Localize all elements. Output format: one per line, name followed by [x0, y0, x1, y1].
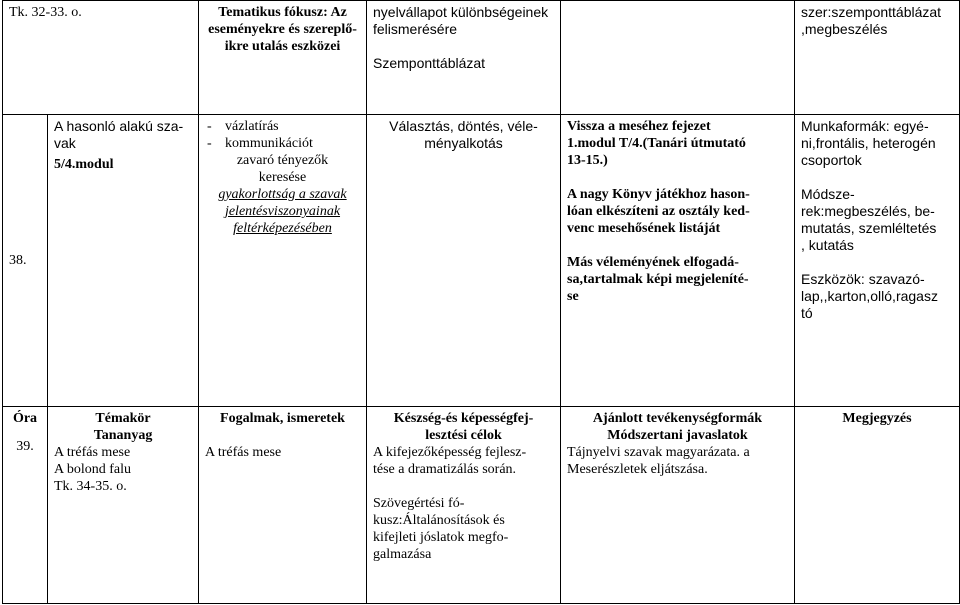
skill-line: galmazása [373, 547, 432, 562]
activity-line: se [567, 289, 579, 304]
topic-line: A tréfás mese [54, 445, 131, 460]
concepts-list [205, 118, 360, 152]
concept-line: zavaró tényezők [236, 153, 329, 168]
activity-line: 1.modul T/4.(Tanári útmutató [567, 136, 746, 151]
header-tananyag: Tananyag [93, 428, 153, 443]
thematic-focus-line: ikre utalás eszközei [224, 39, 341, 54]
cell-empty [561, 1, 795, 115]
activity-line: Meserészletek eljátszása. [567, 462, 708, 477]
cell-concepts [199, 115, 367, 407]
skill-line: ményalkotás [424, 135, 503, 151]
skill-line: kifejleti jóslatok megfo- [373, 530, 509, 545]
cell-thematic-focus [199, 1, 367, 115]
activity-line: Más véleményének elfogadá- [567, 255, 739, 270]
note-line: rek:megbeszélés, be- [801, 203, 935, 219]
header-ajanlott: Ajánlott tevékenységformák [592, 411, 763, 426]
lesson-number: 39. [16, 439, 34, 454]
list-item: - kommunikációt [205, 135, 360, 152]
header-ora: Óra [12, 411, 38, 426]
cell-notes [795, 115, 960, 407]
header-keszseg: lesztési célok [425, 428, 502, 443]
cell-skills [367, 115, 561, 407]
activity-line: Tájnyelvi szavak magyarázata. a [567, 445, 750, 460]
note-line: Módsze- [801, 186, 855, 202]
activity-line: lóan elkészíteni az osztály ked- [567, 204, 750, 219]
skill-line: Szövegértési fó- [373, 496, 465, 511]
list-item: - vázlatírás [205, 118, 360, 135]
cell-topic-39 [48, 407, 199, 604]
topic-line: vak [54, 135, 76, 151]
note-line: Munkaformák: egyé- [801, 118, 929, 134]
skill-line: nyelvállapot különbségeinek [373, 4, 549, 20]
table-row [3, 1, 960, 115]
cell-skill-recognition [367, 1, 561, 115]
header-keszseg: Készség-és képességfej- [393, 411, 534, 426]
tk-reference-text: Tk. 32-33. o. [9, 5, 82, 20]
thematic-focus-line: Tematikus fókusz: Az [218, 5, 347, 20]
activity-line: venc mesehősének listáját [567, 221, 721, 236]
cell-tk-reference [3, 1, 199, 115]
activity-line: Vissza a meséhez fejezet [567, 119, 711, 134]
activity-line: sa,tartalmak képi megjeleníté- [567, 272, 749, 287]
header-modszertani: Módszertani javaslatok [607, 428, 748, 443]
concept-line: feltérképezésében [233, 221, 332, 236]
note-line: Eszközök: szavazó- [801, 271, 925, 287]
cell-notes-39 [795, 407, 960, 604]
note-line: ni,frontális, heterogén [801, 135, 936, 151]
cell-lesson-39 [3, 407, 48, 604]
note-line: lap,,karton,olló,ragasz [801, 288, 938, 304]
thematic-focus-line: eseményekre és szereplő- [208, 22, 357, 37]
cell-activities [561, 115, 795, 407]
note-line: csoportok [801, 152, 862, 168]
skill-line: tése a dramatizálás során. [373, 462, 517, 477]
concept-line: keresése [258, 170, 307, 185]
note-line: , kutatás [801, 237, 854, 253]
concept-line: jelentésviszonyainak [224, 204, 341, 219]
module-label: 5/4.modul [54, 157, 114, 172]
activity-line: A nagy Könyv játékhoz hason- [567, 187, 750, 202]
topic-line: A bolond falu [54, 462, 131, 477]
activity-line: 13-15.) [567, 153, 608, 168]
table-row [3, 407, 960, 604]
cell-lesson-number [3, 115, 48, 407]
lesson-number: 38. [9, 253, 27, 268]
header-fogalmak: Fogalmak, ismeretek [220, 411, 345, 426]
concept-line: gyakorlottság a szavak [218, 187, 347, 202]
cell-skills-39 [367, 407, 561, 604]
skill-line: felismerésére [373, 21, 458, 37]
concept-line: A tréfás mese [205, 445, 282, 460]
skill-line: Szemponttáblázat [373, 55, 486, 71]
note-line: tó [801, 305, 813, 321]
cell-activities-39 [561, 407, 795, 604]
skill-line: Választás, döntés, véle- [389, 118, 538, 134]
topic-line: A hasonló alakú sza- [54, 118, 184, 134]
tools-line: ,megbeszélés [801, 21, 888, 37]
topic-line: Tk. 34-35. o. [54, 479, 127, 494]
lesson-plan-table [2, 0, 960, 604]
tools-line: szer:szemponttáblázat [801, 4, 942, 20]
header-temakor: Témakör [95, 411, 151, 426]
table-row [3, 115, 960, 407]
cell-concepts-39 [199, 407, 367, 604]
skill-line: A kifejezőképesség fejlesz- [373, 445, 527, 460]
header-megjegyzes: Megjegyzés [842, 411, 912, 426]
cell-tools [795, 1, 960, 115]
skill-line: kusz:Általánosítások és [373, 513, 505, 528]
note-line: mutatás, szemléltetés [801, 220, 937, 236]
cell-topic [48, 115, 199, 407]
